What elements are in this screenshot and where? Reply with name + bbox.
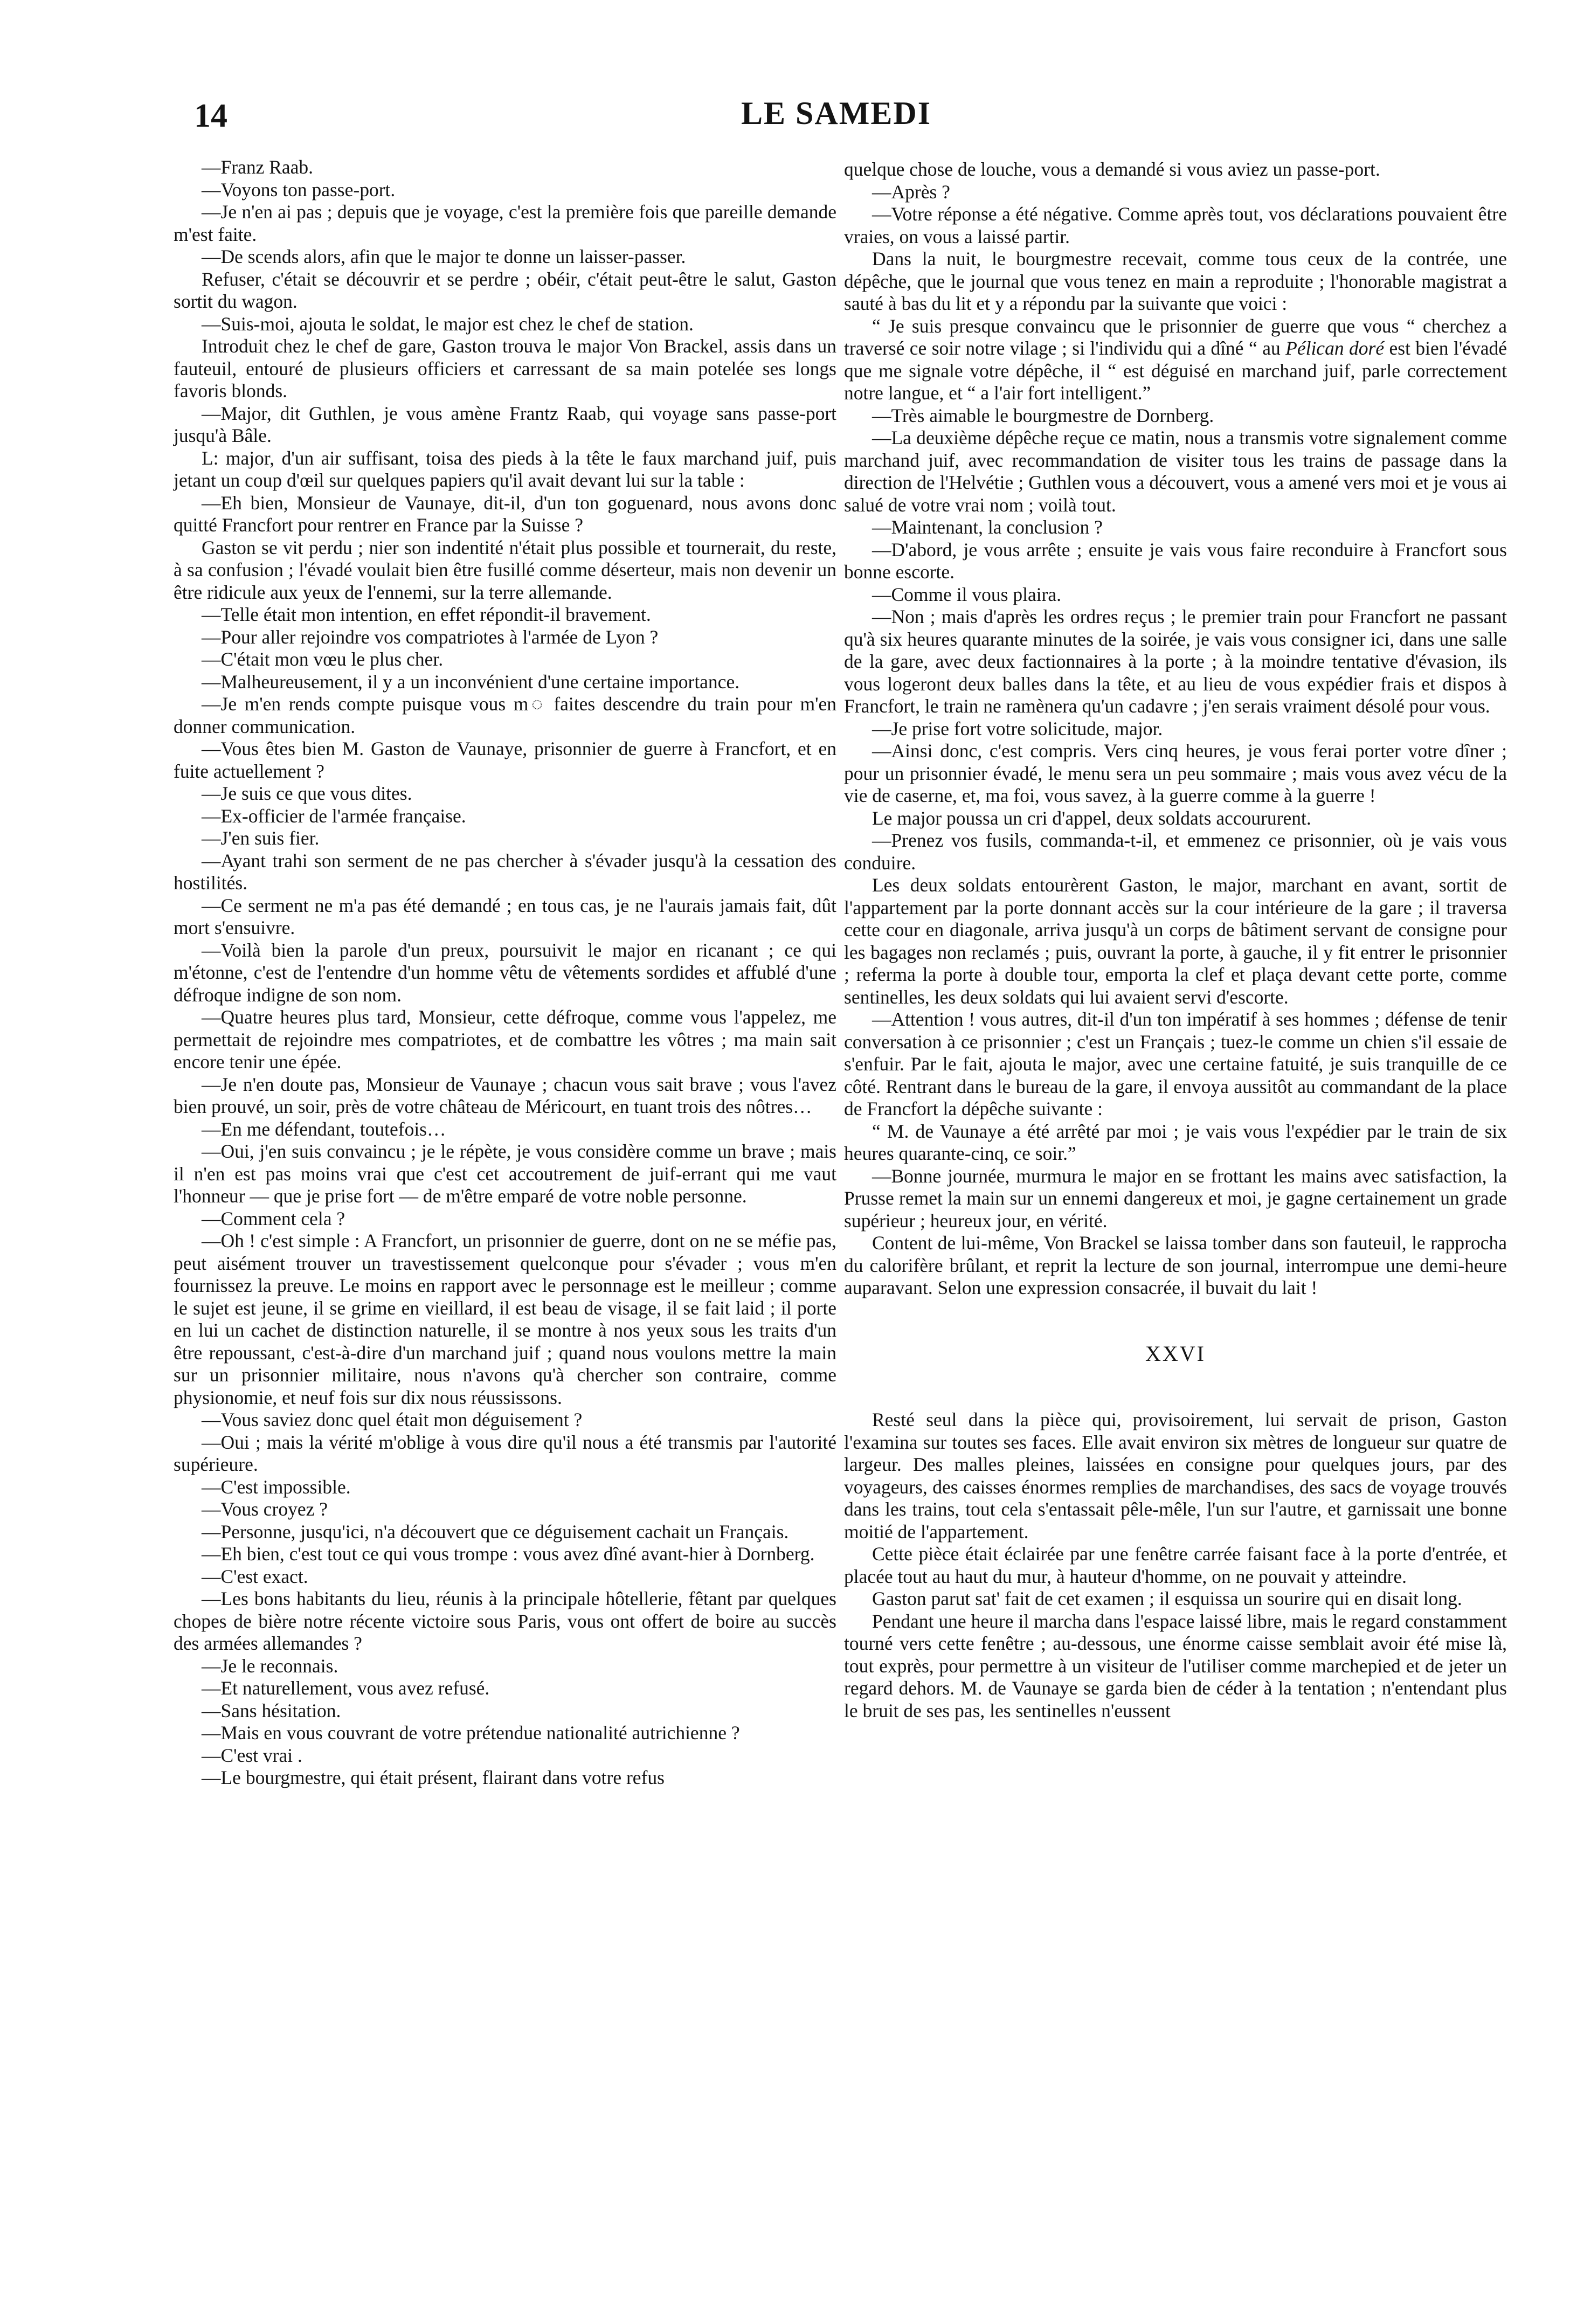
paragraph: —Très aimable le bourgmestre de Dornberg. (872, 404, 1214, 426)
paragraph: —Je suis ce que vous dites. (202, 783, 412, 804)
paragraph: —Bonne journée, murmura le major en se frottant les mains avec satisfaction, la Prusse remet la main sur un ennemi dangereux et moi, je gagne certainement un grade supérieur ; heureux jour, en vérité. (844, 1165, 1507, 1232)
paragraph: —Vous êtes bien M. Gaston de Vaunaye, prisonnier de guerre à Francfort, et en fuite actuellement ? (174, 738, 836, 782)
paragraph: Les deux soldats entourèrent Gaston, le major, marchant en avant, sortit de l'appartement par la porte donnant accès sur la cour intérieure de la gare ; il traversa cette cour en diagonale, arriva jusqu'à un corps de bâtiment servant de consigne pour les bagages non reclamés ; puis, ouvrant la porte, à gauche, il y fit entrer le prisonnier ; referma la porte à double tour, emporta la clef et plaça devant cette porte, comme sentinelles, les deux soldats qui lui avaient servi d'escorte. (844, 874, 1507, 1008)
paragraph: —Oh ! c'est simple : A Francfort, un prisonnier de guerre, dont on ne se méfie pas, peut aisément trouver un travestissement quelconque pour s'évader ; vous m'en fournissez la preuve. Le moins en rapport avec le personnage est le meilleur ; comme le sujet est jeune, il se grime en vieillard, il est beau de visage, il se fait laid ; il porte en lui un cachet de distinction naturelle, il se montre à nos yeux sous les traits d'un être repoussant, c'est-à-dire d'un marchand juif ; quand nous voulons mettre la main sur un prisonnier militaire, nous n'avons qu'à chercher son contraire, comme physionomie, et neuf fois sur dix nous réussissons. (174, 1230, 836, 1408)
paragraph: —Prenez vos fusils, commanda-t-il, et emmenez ce prisonnier, où je vais vous conduire. (844, 829, 1507, 874)
paragraph: —Oui ; mais la vérité m'oblige à vous dire qu'il nous a été transmis par l'autorité supérieure. (174, 1431, 836, 1475)
paragraph: —Eh bien, c'est tout ce qui vous trompe : vous avez dîné avant-hier à Dornberg. (202, 1543, 815, 1565)
paragraph: —Ex-officier de l'armée française. (202, 805, 466, 827)
paragraph: Dans la nuit, le bourgmestre recevait, comme tous ceux de la contrée, une dépêche, que le journal que vous tenez en main a reproduite ; l'honorable magistrat a sauté à bas du lit et y a répondu par la suivante que voici : (844, 248, 1507, 314)
left-column (174, 156, 836, 1789)
paragraph: Introduit chez le chef de gare, Gaston trouva le major Von Brackel, assis dans un fauteuil, entouré de plusieurs officiers et carressant de sa main potelée ses longs favoris blonds. (174, 335, 836, 402)
paragraph: —Vous saviez donc quel était mon déguisement ? (202, 1409, 583, 1430)
paragraph: —Comme il vous plaira. (872, 583, 1062, 605)
paragraph: Cette pièce était éclairée par une fenêtre carrée faisant face à la porte d'entrée, et placée tout au haut du mur, à hauteur d'homme, on ne pouvait y atteindre. (844, 1543, 1507, 1587)
paragraph: —Vous croyez ? (202, 1498, 328, 1520)
paragraph: —Et naturellement, vous avez refusé. (202, 1677, 490, 1699)
paragraph: —Je m'en rends compte puisque vous m◌ faites descendre du train pour m'en donner communication. (174, 693, 836, 737)
paragraph: —Comment cela ? (202, 1207, 345, 1229)
telegram-quote (844, 315, 1507, 405)
telegram-text-end: est bien l'évadé que me signale votre dépêche, il “ est déguisé en marchand juif, parle correctement notre langue, et “ a l'air fort intelligent.” (844, 337, 1507, 404)
right-paragraphs-group (844, 1409, 1507, 1722)
paragraph: —Non ; mais d'après les ordres reçus ; le premier train pour Francfort ne passant qu'à six heures quarante minutes de la soirée, je vais vous consigner ici, dans une salle de la gare, avec deux factionnaires à la porte ; à la moindre tentative d'évasion, ils vous logeront deux balles dans la tête, et au lieu de vous expédier frais et dispos à Francfort, le train ne ramènera qu'un cadavre ; j'en serais vraiment désolé pour vous. (844, 606, 1507, 717)
paragraph: —Je prise fort votre solicitude, major. (872, 717, 1163, 739)
paragraph: —Suis-moi, ajouta le soldat, le major est chez le chef de station. (202, 313, 694, 335)
telegram-inn-name: Pélican doré (1285, 337, 1385, 359)
paragraph: “ M. de Vaunaye a été arrêté par moi ; je vais vous l'expédier par le train de six heures quarante-cinq, ce soir.” (844, 1120, 1507, 1164)
paragraph: —En me défendant, toutefois… (202, 1118, 446, 1140)
paragraph: —Je le reconnais. (202, 1655, 338, 1677)
paragraph: —Les bons habitants du lieu, réunis à la principale hôtellerie, fêtant par quelques chopes de bière notre récente victoire sous Paris, vous ont offert de boire au succès des armées allemandes ? (174, 1588, 836, 1654)
paragraph: —Le bourgmestre, qui était présent, flairant dans votre refus (202, 1767, 665, 1788)
telegram-text-start: “ Je suis presque convaincu que le prisonnier de guerre que vous “ cherchez a traversé ce soir notre vilage ; si l'individu qui a dîné “ au (844, 315, 1507, 359)
right-column (844, 158, 1507, 1722)
paragraph: L: major, d'un air suffisant, toisa des pieds à la tête le faux marchand juif, puis jetant un coup d'œil sur quelques papiers qu'il avait devant lui sur la table : (174, 447, 836, 491)
paragraph: —Maintenant, la conclusion ? (872, 516, 1103, 538)
right-paragraphs-group (844, 181, 1507, 315)
page-number: 14 (194, 98, 227, 134)
paragraph: Refuser, c'était se découvrir et se perdre ; obéir, c'était peut-être le salut, Gaston sortit du wagon. (174, 268, 836, 312)
paragraph: —Après ? (872, 181, 950, 203)
paragraph: —Mais en vous couvrant de votre prétendue nationalité autrichienne ? (202, 1722, 740, 1744)
paragraph: Gaston se vit perdu ; nier son indentité n'était plus possible et tournerait, du reste, à sa confusion ; l'évadé voulait bien être fusillé comme déserteur, mais non devenir un être ridicule aux yeux de l'ennemi, sur la terre allemande. (174, 536, 836, 603)
paragraph: —Telle était mon intention, en effet répondit-il bravement. (202, 604, 651, 625)
paragraph: —C'était mon vœu le plus cher. (202, 648, 444, 670)
right-paragraphs-group (844, 405, 1507, 1299)
paragraph: —Major, dit Guthlen, je vous amène Frantz Raab, qui voyage sans passe-port jusqu'à Bâle. (174, 402, 836, 446)
paragraph: —Attention ! vous autres, dit-il d'un ton impératif à ses hommes ; défense de tenir conversation à ce prisonnier ; c'est un Français ; tuez-le comme un chien s'il essaie de s'enfuir. Par le fait, ajouta le major, avec une certaine fatuité, je suis tranquille de ce côté. Rentrant dans le bureau de la gare, il envoya aussitôt au commandant de la place de Francfort la dépêche suivante : (844, 1008, 1507, 1119)
continuation-paragraph: quelque chose de louche, vous a demandé si vous aviez un passe-port. (844, 158, 1380, 180)
paragraph: —Votre réponse a été négative. Comme après tout, vos déclarations pouvaient être vraies, on vous a laissé partir. (844, 203, 1507, 247)
paragraph: —Je n'en ai pas ; depuis que je voyage, c'est la première fois que pareille demande m'est faite. (174, 201, 836, 245)
paragraph: —Malheureusement, il y a un inconvénient d'une certaine importance. (202, 670, 740, 693)
paragraph: —Je n'en doute pas, Monsieur de Vaunaye ; chacun vous sait brave ; vous l'avez bien prouvé, un soir, près de votre château de Méricourt, en tuant trois des nôtres… (174, 1073, 836, 1117)
paragraph: —Franz Raab. (202, 156, 314, 178)
paragraph: —Ce serment ne m'a pas été demandé ; en tous cas, je ne l'aurais jamais fait, dût mort s'ensuivre. (174, 894, 836, 938)
paragraph: —La deuxième dépêche reçue ce matin, nous a transmis votre signalement comme marchand juif, avec recommandation de visiter tous les trains de passage dans la direction de l'Helvétie ; Guthlen vous a découvert, vous a amené vers moi et je vous ai salué de votre vrai nom ; voilà tout. (844, 427, 1507, 516)
paragraph: —C'est vrai . (202, 1744, 302, 1766)
paragraph: —Voilà bien la parole d'un preux, poursuivit le major en ricanant ; ce qui m'étonne, c'est de l'entendre d'un homme vêtu de vêtements sordides et affublé d'une défroque indigne de son nom. (174, 939, 836, 1006)
running-head: LE SAMEDI (741, 95, 932, 131)
paragraph: Gaston parut sat' fait de cet examen ; il esquissa un sourire qui en disait long. (872, 1588, 1462, 1609)
paragraph: —Voyons ton passe-port. (202, 178, 396, 200)
chapter-heading: XXVI (1145, 1341, 1206, 1366)
paragraph: —Pour aller rejoindre vos compatriotes à l'armée de Lyon ? (202, 626, 659, 648)
paragraph: —C'est exact. (202, 1565, 308, 1587)
paragraph: —Ainsi donc, c'est compris. Vers cinq heures, je vous ferai porter votre dîner ; pour un prisonnier évadé, le menu sera un peu sommaire ; mais vous avez vécu de la vie de caserne, et, ma foi, vous savez, à la guerre comme à la guerre ! (844, 740, 1507, 806)
paragraph: —C'est impossible. (202, 1476, 351, 1498)
paragraph: —Oui, j'en suis convaincu ; je le répète, je vous considère comme un brave ; mais il n'en est pas moins vrai que c'est cet accoutrement de juif-errant qui me vaut l'honneur — que je prise fort — de m'être emparé de votre noble personne. (174, 1140, 836, 1207)
paragraph: —Personne, jusqu'ici, n'a découvert que ce déguisement cachait un Français. (202, 1520, 789, 1543)
paragraph: —Quatre heures plus tard, Monsieur, cette défroque, comme vous l'appelez, me permettait de rejoindre mes compatriotes, et de combattre les vôtres ; ma main sait encore tenir une épée. (174, 1006, 836, 1073)
paragraph: Content de lui-même, Von Brackel se laissa tomber dans son fauteuil, le rapprocha du calorifère brûlant, et reprit la lecture de son journal, interrompue une demi-heure auparavant. Selon une expression consacrée, il buvait du lait ! (844, 1232, 1507, 1298)
paragraph: Resté seul dans la pièce qui, provisoirement, lui servait de prison, Gaston l'examina sur toutes ses faces. Elle avait environ six mètres de longueur sur quatre de largeur. Des malles pleines, laissées en consigne pour quelques jours, par des voyageurs, des caisses énormes remplies de marchandises, des sacs de voyage trouvés dans les trains, tout cela s'entassait pêle-mêle, l'un sur l'autre, et garnissait une bonne moitié de l'appartement. (844, 1409, 1507, 1543)
paragraph: —D'abord, je vous arrête ; ensuite je vais vous faire reconduire à Francfort sous bonne escorte. (844, 538, 1507, 583)
paragraph: Pendant une heure il marcha dans l'espace laissé libre, mais le regard constamment tourné vers cette fenêtre ; au-dessous, une énorme caisse semblait avoir été mise là, tout exprès, pour permettre à un visiteur de l'utiliser comme marchepied et de jeter un regard dehors. M. de Vaunaye se garda bien de céder à la tentation ; n'entendant plus le bruit de ses pas, les sentinelles n'eussent (844, 1610, 1507, 1721)
paragraph: Le major poussa un cri d'appel, deux soldats accoururent. (872, 807, 1311, 829)
paragraph: —J'en suis fier. (202, 827, 320, 849)
paragraph: —De scends alors, afin que le major te donne un laisser-passer. (202, 246, 686, 267)
paragraph: —Ayant trahi son serment de ne pas chercher à s'évader jusqu'à la cessation des hostilités. (174, 849, 836, 894)
paragraph: —Eh bien, Monsieur de Vaunaye, dit-il, d'un ton goguenard, nous avons donc quitté Francfort pour rentrer en France par la Suisse ? (174, 492, 836, 536)
paragraph: —Sans hésitation. (202, 1699, 341, 1721)
